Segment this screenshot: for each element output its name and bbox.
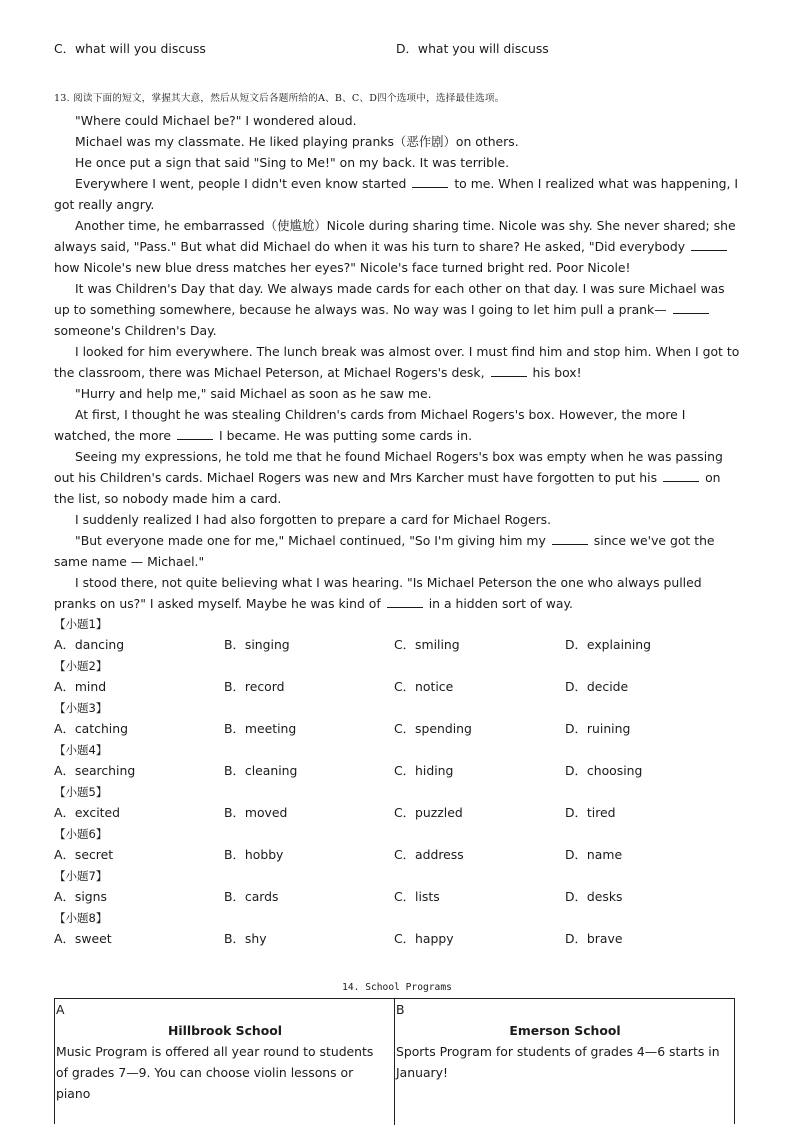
option-d: D．tired — [565, 805, 616, 820]
blank-5 — [177, 427, 213, 440]
option-a: A．catching — [54, 721, 128, 736]
blank-1 — [412, 175, 448, 188]
passage-paragraph: Seeing my expressions, he told me that he found Michael Rogers's box was empty when he was passing out his Children's cards. Michael Rogers was new and Mrs Karcher must have forgotten to put his on the list, so nobody made him a card. — [54, 449, 723, 506]
blank-2 — [691, 238, 727, 251]
passage-paragraph: I stood there, not quite believing what I was hearing. "Is Michael Peterson the one who always pulled pranks on us?" I asked myself. Maybe he was kind of in a hidden sort of way. — [54, 575, 702, 611]
passage-paragraph: "Hurry and help me," said Michael as soon as he saw me. — [75, 386, 432, 401]
q12-options-row — [0, 39, 794, 59]
option-a: A．sweet — [54, 931, 112, 946]
passage-paragraph: "Where could Michael be?" I wondered aloud. — [75, 113, 357, 128]
option-b: B．moved — [224, 805, 288, 820]
subquestion-options — [0, 719, 794, 739]
subquestion-label: 【小题6】 — [54, 827, 108, 841]
blank-3 — [673, 301, 709, 314]
option-d: D．explaining — [565, 637, 652, 652]
option-a: A．secret — [54, 847, 114, 862]
option-d: D．what you will discuss — [396, 41, 549, 56]
option-b: B．hobby — [224, 847, 284, 862]
blank-6 — [663, 469, 699, 482]
subquestion-options — [0, 803, 794, 823]
passage-paragraph: I suddenly realized I had also forgotten to prepare a card for Michael Rogers. — [75, 512, 552, 527]
passage-paragraph: I looked for him everywhere. The lunch break was almost over. I must find him and stop him. When I got to the classroom, there was Michael Peterson, at Michael Rogers's desk, his box! — [54, 344, 740, 380]
option-c: C．lists — [394, 889, 440, 904]
subquestion-label: 【小题1】 — [54, 617, 108, 631]
option-c: C．hiding — [394, 763, 454, 778]
passage-paragraph: "But everyone made one for me," Michael continued, "So I'm giving him my since we've got the same name — Michael." — [54, 533, 715, 569]
subquestion-options — [0, 845, 794, 865]
option-c: C．notice — [394, 679, 454, 694]
option-a: A．excited — [54, 805, 120, 820]
subquestion-options — [0, 887, 794, 907]
option-b: B．singing — [224, 637, 290, 652]
option-c: C．puzzled — [394, 805, 463, 820]
school-name: Hillbrook School — [167, 1023, 283, 1038]
passage-paragraph: It was Children's Day that day. We always made cards for each other on that day. I was sure Michael was up to something somewhere, because he always was. No way was I going to let him pull a prank—someone's Children's Day. — [54, 281, 725, 338]
option-d: D．ruining — [565, 721, 631, 736]
subquestion-label: 【小题2】 — [54, 659, 108, 673]
subquestion-options — [0, 761, 794, 781]
option-d: D．desks — [565, 889, 623, 904]
option-b: B．cards — [224, 889, 279, 904]
subquestion-label: 【小题8】 — [54, 911, 108, 925]
option-a: A．mind — [54, 679, 107, 694]
cell-letter: B — [396, 1002, 405, 1017]
option-d: D．brave — [565, 931, 623, 946]
blank-4 — [491, 364, 527, 377]
table-cell-b — [395, 999, 734, 1125]
passage-paragraph: At first, I thought he was stealing Children's cards from Michael Rogers's box. However, the more I watched, the more I became. He was putting some cards in. — [54, 407, 686, 443]
passage-paragraph: Michael was my classmate. He liked playing pranks（恶作剧）on others. — [75, 134, 519, 149]
blank-7 — [552, 532, 588, 545]
question-13-instructions: 13. 阅读下面的短文，掌握其大意，然后从短文后各题所给的A、B、C、D四个选项中，选择最佳选项。 — [54, 93, 505, 104]
option-d: D．choosing — [565, 763, 643, 778]
option-b: B．record — [224, 679, 285, 694]
option-a: A．dancing — [54, 637, 125, 652]
option-b: B．cleaning — [224, 763, 298, 778]
q13-passage — [54, 110, 744, 614]
school-programs-table — [54, 998, 735, 1124]
subquestion-options — [0, 677, 794, 697]
option-b: B．shy — [224, 931, 267, 946]
option-c: C．spending — [394, 721, 472, 736]
option-d: D．decide — [565, 679, 629, 694]
program-description: Sports Program for students of grades 4—6 starts in January! — [396, 1044, 720, 1080]
blank-8 — [387, 595, 423, 608]
option-c: C．smiling — [394, 637, 460, 652]
cell-letter: A — [56, 1002, 65, 1017]
question-14-title: 14. School Programs — [342, 982, 452, 993]
passage-paragraph: Another time, he embarrassed（使尴尬）Nicole during sharing time. Nicole was shy. She never shared; she always said, "Pass." But what did Michael do when it was his turn to share? He asked, "Did everybodyhow Nicole's new blue dress matches her eyes?" Nicole's face turned bright red. Poor Nicole! — [54, 218, 736, 275]
subquestion-label: 【小题4】 — [54, 743, 108, 757]
option-d: D．name — [565, 847, 623, 862]
program-description: Music Program is offered all year round to students of grades 7—9. You can choose violin lessons or piano — [56, 1044, 374, 1101]
option-c: C．address — [394, 847, 464, 862]
option-c: C．happy — [394, 931, 454, 946]
passage-paragraph: He once put a sign that said "Sing to Me!" on my back. It was terrible. — [75, 155, 510, 170]
subquestion-label: 【小题7】 — [54, 869, 108, 883]
option-c: C．what will you discuss — [54, 41, 206, 56]
option-a: A．signs — [54, 889, 107, 904]
option-b: B．meeting — [224, 721, 297, 736]
school-name: Emerson School — [509, 1023, 621, 1038]
table-cell-a — [55, 999, 395, 1125]
subquestion-options — [0, 929, 794, 949]
passage-paragraph: Everywhere I went, people I didn't even know started to me. When I realized what was happening, I got really angry. — [54, 176, 739, 212]
option-a: A．searching — [54, 763, 136, 778]
subquestion-options — [0, 635, 794, 655]
subquestion-label: 【小题3】 — [54, 701, 108, 715]
subquestion-label: 【小题5】 — [54, 785, 108, 799]
